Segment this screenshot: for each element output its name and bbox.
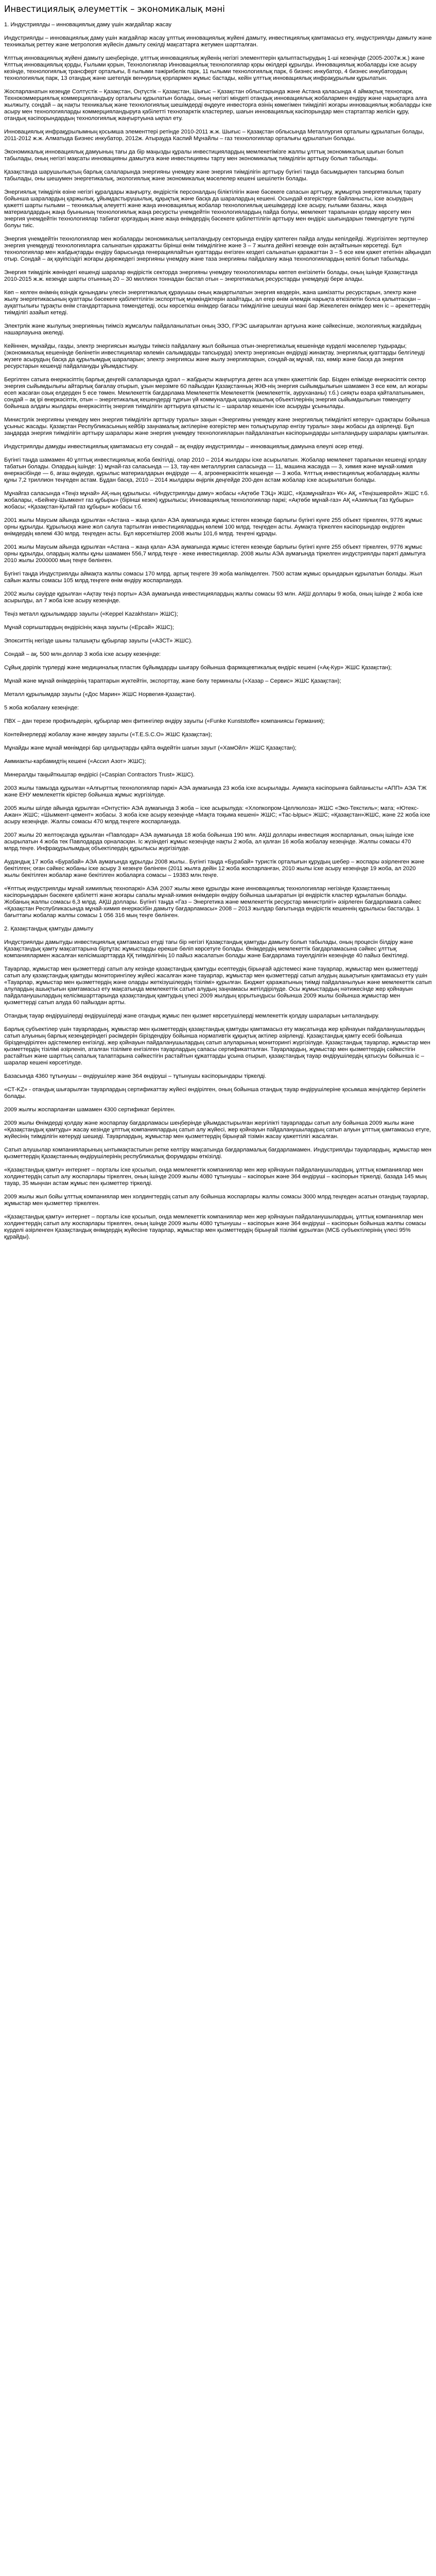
paragraph: ПВХ – дан терезе профильдерін, құбырлар мен фитингілер өндіру зауыты («Funke Kunststoffe» компаниясы Германия); <box>4 718 325 724</box>
paragraph: Көп – келген өнімнің өзіндік құнындағы үлесін энергетикалық құрауышы оның жаңартылатын энергия көздерін, жана шикізатты ресурстарын, электр және жылу энергетикасының қуаттары бәсекеге қабілеттілігін экспорттық мүмкіндіктерін азайтады, ал егер өнім әлемдік нарықта өткізілетін болса қалыптасқан – ауқаттылығы тұрақты өнім стандарттарына төмендетеді, осы көрсеткіш өнімдер бағасы тиімділігіне шешуші мәні бар Жекелеген өнімдер мен іс – әрекеттердің тиімділігі азайып кетеді. <box>4 290 430 316</box>
paragraph: «Ұлттық индустриялды мұнай химиялық технопаркі» АЭА 2007 жылы жеке құрылды және инновациялық технологиялар негізінде Қазақстанның кәсіпорындарын бәсекеге қабілетті және жоғары сапалы мұнай-химия өнімдерін өндіру бойынша шығаратын ірі өндірістік кластер құрылатын болады. Жобаның жалпы сомасы 6,3 млрд. АҚШ доллары. Бүгінгі таңда «Газ – Энергетика және мемлекеттік ресурстар министрлігі» әзірлеген бағдарламаға сәйкес «Қазақстан Республикасында мұнай-химия өнеркәсібін дамыту бағдарламасы» 2008 – 2013 жылдар бағытында өндірістік кешеннің құрылысы басталды. 1 бағыттағы жобалар жалпы сомасы 1 056 316 мың теңге бөлінген. <box>4 886 422 919</box>
paragraph: Металл құрылымдар зауыты («Дос Марин» ЖШС Норвегия-Қазақстан). <box>4 691 196 698</box>
paragraph: Тауарлар, жұмыстар мен қызметтерді сатып алу кезінде қазақстандық қамтуды есептеудің бірыңғай әдістемесі және тауарлар, жұмыстар мен қызметтерді сатып алу қазақстандық қамтуды мониторингілеу жүйесі жасалған және тауарлар, жұмыстар мен қызметтерді сатып алудың ашықтығын қамтамасыз ету үшін «Тауарлар, жұмыстар мен қызметтердің және оларды жеткізушілердің тізілімі» құрылған. Бюджет қаражатының тиімді пайдаланылуын және мемлекеттік сатып алулардың ашықтығын қамтамасыз ету мақсатында мемлекеттік сатып алудың заңнамасы жетілдірілуде. Осы жұмыстардың нәтижесінде жер қойнауын пайдаланушылардың келісімшарттарында қазақстандық қамтудың үлесі 2009 жылдың қорытындысы бойынша 2009 жылы бойынша жұмыстар мен қызметтерді сатып алуда 60 пайыздан артты. <box>4 966 432 1006</box>
paragraph: 2. Қазақстандық қамтуды дамыту <box>4 926 94 932</box>
paragraph: Индустриялды дамуды инвестициялық қамтамасыз ету сондай – ақ ендіру индустриялды – инновациялық дамуына елеулі әсер етеді. <box>4 444 364 450</box>
paragraph: Сондай – ақ, 500 млн.доллар 3 жоба іске асыру кезеңінде: <box>4 651 161 657</box>
paragraph: Мұнайды және мұнай мөнімдері бар цилдықтарды қайта өңдейтін шағын зауыт («ХамОйл» ЖШС Қазақстан); <box>4 745 297 751</box>
paragraph: Минералды таңыйткыштар өндірісі («Caspian Contractors Trust» ЖШС). <box>4 772 195 778</box>
paragraph: Энергия тиімділік жөніндегі кешенді шаралар өндірістік секторда энергияны үнемдеу технологиялары көптеп енгізілетін болады, оның ішінде Қазақстанда 2010-2015 ж.ж. кезеңде шарты отынның 20 – 30 миллион тоннадан бастап отын – энергетикалық ресурстарды үнемдеуді бере алады. <box>4 269 418 282</box>
paragraph: Инновациялық инфрақұрылымның қосымша элементтері ретінде 2010-2011 ж.ж. Шығыс – Қазақстан облысында Металлургия орталығы құрылатын болады, 2011-2012 ж.ж. Алматыда Бизнес инкубатор, 2012ж. Атырауда Каспий Мұнайлы – газ технологиялар орталығы құрылатын болады. <box>4 129 424 142</box>
paragraph: Ұлттық инновациялық жүйені дамыту шеңберінде, ұлттық инновациялық жүйенің негізгі элементтерін қалыптастырудың 1-ші кезеңінде (2005-2007ж.ж.) және Ұлттық инновациялық қорды, Ғылыми қорын, Технологиялар Инновациялық технологиялар қоры өкілдері құрылды. Инновациялық жобаларды іске асыру кезінде, технологиялық трансферт орталығы, 8 ғылыми тәжірибелік парк, 11 ғылыми технологиялық парк, 6 бизнес инкубатор, 4 бизнес инкубатордың технологиялық парк, 13 отандық және шетелдік венчурлық қорлармен жұмыс бастады, кейін ұлттық инновациялық инфрақұрылым құрылатын. <box>4 55 425 81</box>
paragraph: 2009 жылғы жоспарланған шамамен 4300 сертификат берілген. <box>4 1107 176 1113</box>
paragraph: 2002 жылы сәуірде құрылған «Ақтау теңіз порты» АЭА аумағында инвестициялардың жалпы сомасы 93 млн. АҚШ доллары 9 жоба, оның ішінде 2 жоба іске асырылды, ал 7 жоба іске асыру кезеңінде. <box>4 591 423 604</box>
paragraph: Аммиакты-карбамидтің кешені («Ассил Азот» ЖШС); <box>4 758 146 765</box>
paragraph: Министрлік энергияны үнемдеу мен энергия тиімділігін арттыру туралы» заңын «Энергияны үнемдеу және энергиялық тиімділікті көтеру» сұрақтары бойынша ұсыныс жасады. Қазақстан Республикасының кейбір заңнамалық актілеріне өзгерістер мен толықтырулар енгізу туралы» заңы жобасы да әзірленді. Бұл заңдарда энергия тиімділігін арттыру шаралары және энергия үнемдеу технологияларын пайдаланатын кәсіпорындарды ынталандыру шаралары қамтылған. <box>4 417 430 436</box>
paragraph: Экономикалық инновациялық дамуының тағы да бір маңызды құралы инвестициялардың мемлекетімізге жалпы ұлттық экономикалық шығын болып табылады, оның негізгі мақсаты инновацияны дамытуға және инвестицияны тарту мен экономикалық тиімділігін арттыру болып табылады. <box>4 149 404 162</box>
paragraph: Теңіз металл құрылымдарр зауыты («Keppel Kazakhstan» ЖШС); <box>4 611 178 617</box>
paragraph: Мұнай және мұнай өнімдерінің тараптарын жүктейтін, экспорттау, және бөлу терминалы («Хазар – Сервис» ЖШС Қазақстан); <box>4 678 341 684</box>
paragraph: 2005 жылы шілде айында құрылған «Онтүстік» АЭА аумағында 3 жоба – іске асырылуда: «Хлопкопром-Целлюлоза» ЖШС «Эко-Текстиль»; мата; «Ютекс-Ажан» ЖШС; «Шымкент-цемент» жобасы. 3 жоба іске асыру кезеңінде «Мақта тоқыма кешені» ЖШС; «Тас-Ырыс» ЖШС; «Қазақстан»ЖШС, және 22 жоба іске асыру кезеңінде. Жалпы сомасы 470 млрд.теңгеге жоспарлануда. <box>4 805 430 825</box>
paragraph: Контейнерлерді жобалау және жөндеу зауыты («T.E.S.C.O» ЖШС Қазақстан); <box>4 732 212 738</box>
paragraph: Отандық тауар өндірушілерді өндірушілерді және отандық жұмыс пен қызмет көрсетушілерді мемлекеттік қолдау шараларын ынталандыру. <box>4 1013 379 1019</box>
paragraph: 2007 жылы 20 желтоқсанда құрылған «Павлодар» АЭА аумағында 18 жоба бойынша 190 млн. АҚШ доллары инвестиция жоспарланып, оның ішінде іске асырылатын 4 жоба тек Павлодарда орналасқан. Іс жүзіндегі жұмыс кезеңінде нақты 2 жоба, ал қалған 16 жоба жобалау кезеңінде. Жалпы сомасы 470 млрд.теңге. Инфрақұрылымдық объектілердің құрылысы жүргізілуде. <box>4 832 414 852</box>
paragraph: Бергілген сатыға өнеркәсіптің барлық деңгейі салаларында құрал – жабдықты жаңғыртуға деген аса үлкен қажеттілік бар. Бізден елімізде өнеркәсіптік сектор энергия сыйымдылығы айтарлық бағалау отырып, ұзын мерзімге 60 пайыздан Қазақстанның ЖІӨ-нің энергия сыйымдылығын шамамен 3 есе кем, ал жоғары есеп жасаған озық елдерден 5 есе төмен. Мемлекеттік бағдарлама Мемлекеттік Мемлекеттік (мемлекеттік, аурухананы) т.б.) сияқты өзара қайталатынымен, сондай – ақ ірі өнеркәсіптік, отын – энергетикалық кешендерді тұрғын үй коммуналдық шаруашылық объектілерінің энергия сыйымдылығын төмендету бойынша алдағы жылдары өнеркәсіптің энергия тиімділігін арттыруға қатысты іс – шаралар кешенін іске асыруды ұсынылады. <box>4 377 428 410</box>
paragraph: Бүгінгі таңда Индустриялды аймақта жалпы сомасы 170 млрд. артық теңгеге 39 жоба мәлімделген. 7500 астам жұмыс орындарын құрылатын болады. Жыл сайын жалпы сомасы 105 млрд.теңгеге өнім өндіру жоспарлануда. <box>4 571 423 584</box>
paragraph: Кейіннен, мұнайды, газды, электр энергиясын жылуды тиімсіз пайдалану жыл бойынша отын-энергетикалық кешенінде күрделі мәселелер тудырады; (экономикалық кешенінде бөлінетін инвестициялар көлемін салымдарды тапсыруда) электр энергиясын өндіруді жинақтау, энергиялық қуаттарды белгілеуді жүзеге асырудың басқа да құрылымдық шараларын; электр энергиясы және жылу энергияларын, сондай-ақ мұнай, газ, көмір және басқа да энергия ресурстарын кешенді пайдалануды ұйымдастыру. <box>4 343 425 369</box>
paragraph: Индустриялды – инновациялық даму үшін жағдайлар жасау ұлттық инновациялық жүйені дамыту, инвестициялық қамтамасыз ету, индустриялды дамыту және техникалық реттеу және метрология жүйесін дамыту секілді мақсаттарға жетумен шартталған. <box>4 35 432 48</box>
paragraph: «Қазақстандық қамту» интернет – порталы іске қосылып, онда мемлекеттік компаниялар мен жер қойнауын пайдаланушылардың, ұлттық компаниялар мен холдингтердің сатып алу жоспарлары тіркелген, оның ішінде 2009 жылы 4080 тұтынушы – кәсіпорын және 364 өндіруші – кәсіпорын тіркелді, базада 145 мың тауар, 35 мыңнан астам жұмыс пен қызметтер тіркелді. <box>4 1167 427 1187</box>
paragraph: 2009 жылы Өнімдерді қолдау және жоспарлау бағдарламасы шеңберінде ұйымдастырылған жергілікті тауарларды сатып алу бойынша 2009 жылы және «Қазақстандық қамтуды» жасау кезінде ұлттық компаниялардың сатып алу жүйесі, жер қойнауын пайдаланушылардың сатып алуын ұлттық қамтамасыз етуге, жүйесінің тиімділігін көтеруді шешеді. Тауарлардың, жұмыстар мен қызметтердің бірыңғай тізімін жасау қажеттілігі жасалған. <box>4 1120 431 1140</box>
paragraph: Барлық субъектілер үшін тауарлардың, жұмыстар мен қызметтердің қазақстандық қамтуды қамтамасыз ету мақсатында жер қойнауын пайдаланушылардың сатып алуының барлық кезеңдеріндегі рәсімдерін біріздендіру бойынша нормативтік құқықтық актілер әзірленді. Қазақстандық қамту есебі бойынша біріздендірілген әдістемелер енгізілді, жер қойнауын пайдаланушылардың сатып алуларының мониторингі жүргізілуде. Қазақстандық тауарлар, жұмыстар мен қызметтердің тізілімі әзірленіп, аталған тізілімге енгізілген тауарлардың сапасы сертификатталған. Тауарлардың, жұмыстар мен қызметтердің сәйкестігін растайтын және шарттың сапалық талаптарына сәйкестігін растайтын құжаттарды ұсына отырып, қазақстандық тауар өндірушілердің қатысуы бойынша іс – шаралар кешені көрсетілуде. <box>4 1026 430 1066</box>
paragraph: Энергия үнемдейтін технологиялар мен жобаларды экономикалық ынталандыру секторында ендіру қаптеген пайда алуды кепілдейді. Жүргізілген зерттеулер энергия үнемдеуді технологияларға салынатын қаражатты бірінші өнім тиімділігіне және 3 – 7 жылға дейінгі кезеңде өзін ақтайтынын көрсетеді. Бұл технологиялар мен жабдықтарды ендіру барысында генерациялайтын қуаттарды енгізген кездегі салынатын қаражаттан 3 – 5 есе кем қажет ететінін айқындап отыр. Сондай – ақ қауіпсіздігі жоғары дәрежедегі энергияны үнемдеу және таза энергияны пайдалану жаңа технологиялардың кепілі болып табылады. <box>4 236 431 262</box>
paragraph: Аудандық 17 жоба «Бурабай» АЭА аумағында құрылды 2008 жылы.. Бүгінгі таңда «Бурабай» туристік орталығын құрудың шебер – жоспары әзірленген және бекітілген; оған сәйкес жобаны іске асыру 3 кезеңге бөлінген (2011 жылға дейін 12 жоба жоспарланған, 2010 жылы іске асыру кезеңінде 19 жоба, ал 2020 жылы бекітілген жобалар және бекітілген жобаларға сомасы – 19383 млн.теңге. <box>4 859 425 878</box>
paragraph: 2009 жылы жыл бойы ұлттық компаниялар мен холдингтердің сатып алу бойынша жоспарлары жалпы сомасы 3000 млрд.теңгеден асатын отандық тауарлар, жұмыстар мен қызметтер тіркелген. <box>4 1194 429 1207</box>
paragraph: Электрлік және жылулық энергияның тиімсіз жұмсалуы пайдаланылатын оның ЭЗО, ГРЭС шығарылған артуына және сәйкесінше, экологиялық жағдайдың нашарлауына әкеледі. <box>4 323 422 336</box>
paragraph: Бүгінгі таңда шамамен 40 ұлттық инвестициялық жоба бекітілді, олар 2010 – 2014 жылдары іске асырылатын. Жобалар мемлекет тарапынан кешенді қолдау табатын болады. Олардың ішінде: 1) мұнай-газ саласында — 13, тау-кен металлургия саласында — 11, машина жасауда — 3, химия және мұнай-химия өнеркәсібінде — 6, ағаш өңдеуде, құрылыс материалдарын өндіруде — 4, агроөнеркәсіптік кешенде — 3 жоба. Ұлттық инвестициялық жобалардың жалпы құны 7,2 триллион теңгеден астам. Бұдан басқа, 2010 – 2014 жылдары өңірлік деңгейде 200-ден астам жобалар іске асырылатын болады. <box>4 457 427 483</box>
paragraph: 1. Индустриялды – инновациялық даму үшін жағдайлар жасау <box>4 22 172 28</box>
page-title: Инвестициялық әлеуметтік – экономикалық мәні <box>4 4 225 14</box>
paragraph: Базасында 4360 тұтынушы – өндірушілер және 364 өндіруші – тұтынушы кәсіпорындары тіркелді. <box>4 1073 267 1079</box>
paragraph: «Қазақстандық қамту» интернет – порталы іске қосылып, онда мемлекеттік компаниялар мен жер қойнауын пайдаланушылардың, ұлттық компаниялар мен холдингтердің сатып алу жоспарлары тіркелген, оның ішінде 2009 жылы 4080 тұтынушы – кәсіпорын және 364 өндіруші – кәсіпорын бойынша жалпы сомасы күрделі әзірленген Қазақстандық өнімдердің жүйесіне тауарлар, жұмыстар мен қызметтердің бірыңғай тізілімі құрылған (МСБ субъектілерінің үлесі 95% құрайды). <box>4 1214 426 1240</box>
paragraph: Қазақстанда шарушылықтың барлық салаларында энергияны үнемдеу және энергия тиімділігін арттыру бүгінгі таңда басымдықпен тапсырма болып табылады, оны шешумен энергетикалық, экологиялық және экономикалық мәселелер кешені шешілетін болады. <box>4 169 404 182</box>
paragraph: Мұнай сорғыштардың өндірісінің жаңа зауыты («Ерсай» ЖШС); <box>4 624 174 631</box>
paragraph: 2003 жылы тамызда құрылған «Алғырттық технологиялар паркі» АЭА аумағында 23 жоба іске асырылады. Аумақта кәсіпорынға байланысты «АПП» АЭА ТЖ және ЕНУ мемлекеттік кірістер бойынша жұмыс жүргізілуде. <box>4 785 427 798</box>
paragraph: Индустриялды дамытуды инвестициялық қамтамасыз етуді тағы бір негізгі Қазақстандық қамтуды дамыту болып табылады, оның процесін білдіру және Қазақстандық қамту мақсаттарына біртұтас жұмыстарды ерекше бөліп көрсетуге болады. Өнімдердің мемлекеттік бағдарламасына сәйкес ұлттық компаниялармен жасалған келісімшарттарда ҚҚ тиімділігінің 10 пайыз жасалатын болады және Бағдарлама тәуелділігін кезеңінде 40 пайыз бекітіледі. <box>4 939 413 959</box>
paragraph: «СТ-KZ» - отандық шығарылған тауарлардың сертификаттау жүйесі өндірілген, оның бойынша отандық тауар өндірушілеріне қосымша жеңілдіктер берілетін болады. <box>4 1087 426 1099</box>
paragraph: Сатып алушылар компанияларының ынтымақтастығын ретке келтіру мақсатында бағдарламалық бағдарламамен. Индустриялды тауарлардың, жұмыстар мен қызметтердің Қазақстанның өндірушілерінің республикалық форумдары өткізілді. <box>4 1147 431 1160</box>
document-body <box>4 22 432 1241</box>
paragraph: Жоспарланатын кезеңде Солтүстік – Қазақстан, Оңтүстік – Қазақстан, Шығыс – Қазақстан облыстарында және Астана қаласында 4 аймақтық технопарк, Технокоммерциялық коммерцияландыру орталығы құрылатын болады, оның негізгі міндеті отандық инновациялық жобалармен ендіру және нарықтарға алға жылжыту, сондай – ақ нақты техникалық және технологиялық шешімдерді өңдеуге инвесторға өзінің көмегімен тиімділігі жоғары инновациялық жобаларды іске асыру мен технологияларды коммерцияландыруға қабілетті технопарктік кластерлер, шағын инновациялық кәсіпорындар мен стартаптар желісін құру, отандық кәсіпорындардың технологиялық жаңғыртуына ықпал ету. <box>4 89 432 122</box>
document-page <box>0 0 436 1263</box>
paragraph: 2001 жылы Маусым айында құрылған «Астана – жаңа қала» АЭА аумағында жұмыс істеген кезеңде барлығы бүгінгі күнге 255 объект тіркелген, 9776 жұмыс орны құрылды, олардың жалпы құны шамамен 556,7 млрд.теңге - жеке инвестициялар. 2008 жылы АЭА аумағында тіркелген индустриялды паркті дамытуға 2010 жылы 2000000 мың теңге бөлінген. <box>4 544 426 564</box>
paragraph: Энергиялық тиімділік өзіне негізгі құралдары жаңғырту, өндірістік персоналдың біліктілігін және бәсекеге сапасын арттыру, жұмыртқа энергетикалық тарату бойынша шаралардың қаржылық, ұйымдастырушылық, құқықтық және басқа да шаралардың кешені. Осындай өзгерістерге байланысты, іске асырудың қажетті шарты ғылыми – техникалық әлеуетті және жаңа инновациялық жобалар технологиялық шешімдерді іске асыру, ғылыми базаны, жаңа материалдардың жаңа буынының технологиялық жаңа ресурсты үнемдейтін технологиялардың пайда болуы, мемлекет тарапынан қолдау көрсету мен энергия үнемдейтін технологиялар табиғат қорғаудың және жаңа өнімдердің бәсекеге қабілеттілігін арттыру мен өндіріс шығындарын төмендетуге түрткі болуы тиіс. <box>4 189 421 229</box>
paragraph: 5 жоба жобалану кезеңінде: <box>4 705 79 711</box>
paragraph: Эпокситтің негізде шыны талшықты құбырлар зауыты («АЗСТ» ЖШС). <box>4 638 193 644</box>
paragraph: Сұйық дәрілік түрлерді және медициналық пластик бұйымдарды шығару бойынша фармацевтикалық өндіріс кешені («Ақ-Кур» ЖШС Қазақстан); <box>4 665 392 671</box>
paragraph: Мұнайгаз саласында «Теңіз мұнай» АҚ-ның құрылысы. «Индустриялды даму» жобасы «Ақтөбе ТЭЦ» ЖШС, «Қазмұнайгаз» ҰК» АҚ, «Теңізшевройл» ЖШС т.б. жобалары, «Бейнеу-Шымкент газ құбыры» (бірінші кезек) құрылысы; Инновациялық технологиялар паркі; «Ақтөбе мұнай-газ» АҚ «Азиялық Газ Құбыры» жобасы; «Қазақстан-Қытай газ құбыры» жобасы т.б. <box>4 490 429 510</box>
paragraph: 2001 жылы Маусым айында құрылған «Астана – жаңа қала» АЭА аумағында жұмыс істеген кезеңде барлығы бүгінгі күнге 255 объект тіркелген, 9776 жұмыс орны құрылды. Құрылысқа және жол салуға тартылған инвестициялардың көлемі 100 млрд. теңгеден асты. Аумақта тіркелген кәсіпорындар өндірген өнімдердің көлемі 430 млрд. теңгеден асты. Бұл көрсеткіштер 2008 жылы 101,6 млрд. теңгені құрады. <box>4 517 423 537</box>
